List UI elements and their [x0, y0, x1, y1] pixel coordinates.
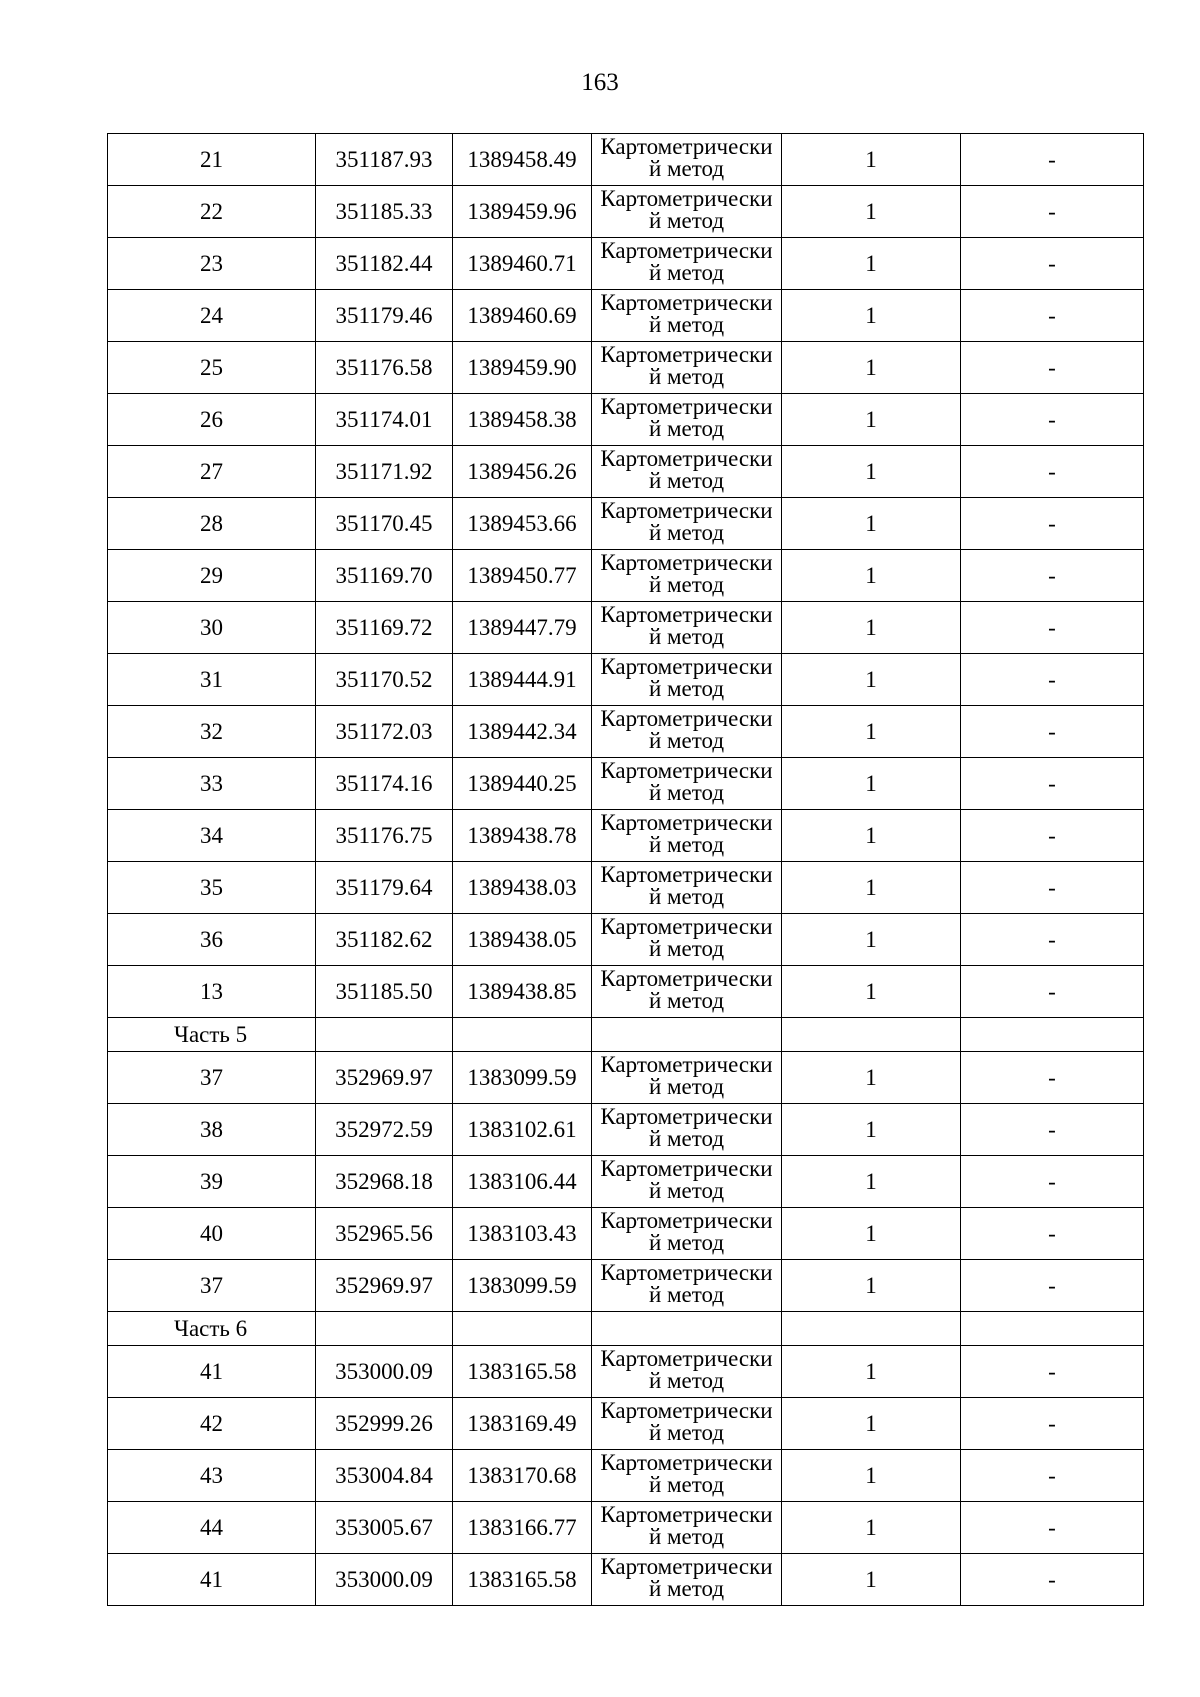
- table-row: [108, 290, 1144, 342]
- y-coordinate-cell: 1389459.90: [453, 342, 592, 394]
- method-cell: [592, 1554, 782, 1606]
- table-row: [108, 342, 1144, 394]
- section-header-row: [108, 1018, 1144, 1052]
- point-number-cell: 43: [108, 1450, 316, 1502]
- table-row: [108, 1260, 1144, 1312]
- point-number-cell: 23: [108, 238, 316, 290]
- method-text: [592, 448, 781, 495]
- section-label: Часть 5: [108, 1018, 316, 1052]
- x-coordinate-cell: 352969.97: [316, 1052, 453, 1104]
- method-cell: [592, 966, 782, 1018]
- empty-cell: [453, 1312, 592, 1346]
- table-row: [108, 914, 1144, 966]
- description-cell: -: [961, 1208, 1144, 1260]
- description-cell: -: [961, 394, 1144, 446]
- method-cell: [592, 446, 782, 498]
- x-coordinate-cell: 352969.97: [316, 1260, 453, 1312]
- method-line-1: Картометрически: [600, 1158, 773, 1181]
- accuracy-cell: 1: [782, 134, 961, 186]
- y-coordinate-cell: 1383102.61: [453, 1104, 592, 1156]
- point-number-cell: 39: [108, 1156, 316, 1208]
- method-text: [592, 552, 781, 599]
- method-line-1: Картометрически: [600, 656, 773, 679]
- x-coordinate-cell: 353004.84: [316, 1450, 453, 1502]
- description-cell: -: [961, 914, 1144, 966]
- table-row: [108, 238, 1144, 290]
- x-coordinate-cell: 353000.09: [316, 1554, 453, 1606]
- accuracy-cell: 1: [782, 966, 961, 1018]
- table-row: [108, 1554, 1144, 1606]
- table-row: [108, 810, 1144, 862]
- method-text: [592, 292, 781, 339]
- y-coordinate-cell: 1389450.77: [453, 550, 592, 602]
- method-cell: [592, 1398, 782, 1450]
- method-line-2: й метод: [648, 1472, 725, 1497]
- y-coordinate-cell: 1389460.69: [453, 290, 592, 342]
- method-text: [592, 188, 781, 235]
- method-line-1: Картометрически: [600, 448, 773, 471]
- method-text: [592, 916, 781, 963]
- method-line-1: Картометрически: [600, 292, 773, 315]
- method-cell: [592, 706, 782, 758]
- y-coordinate-cell: 1389458.49: [453, 134, 592, 186]
- table-row: [108, 654, 1144, 706]
- x-coordinate-cell: 352972.59: [316, 1104, 453, 1156]
- method-cell: [592, 1260, 782, 1312]
- point-number-cell: 26: [108, 394, 316, 446]
- accuracy-cell: 1: [782, 446, 961, 498]
- accuracy-cell: 1: [782, 1502, 961, 1554]
- x-coordinate-cell: 351185.50: [316, 966, 453, 1018]
- x-coordinate-cell: 351176.75: [316, 810, 453, 862]
- method-cell: [592, 498, 782, 550]
- method-cell: [592, 1156, 782, 1208]
- y-coordinate-cell: 1389447.79: [453, 602, 592, 654]
- method-cell: [592, 1052, 782, 1104]
- x-coordinate-cell: 351182.44: [316, 238, 453, 290]
- x-coordinate-cell: 353000.09: [316, 1346, 453, 1398]
- method-text: [592, 136, 781, 183]
- method-line-2: й метод: [648, 780, 725, 805]
- method-text: [592, 396, 781, 443]
- point-number-cell: 27: [108, 446, 316, 498]
- accuracy-cell: 1: [782, 1398, 961, 1450]
- table-row: [108, 1156, 1144, 1208]
- x-coordinate-cell: 351176.58: [316, 342, 453, 394]
- method-line-2: й метод: [648, 988, 725, 1013]
- method-line-2: й метод: [648, 1576, 725, 1601]
- method-line-1: Картометрически: [600, 396, 773, 419]
- point-number-cell: 40: [108, 1208, 316, 1260]
- empty-cell: [961, 1312, 1144, 1346]
- method-cell: [592, 862, 782, 914]
- point-number-cell: 37: [108, 1052, 316, 1104]
- method-cell: [592, 602, 782, 654]
- accuracy-cell: 1: [782, 1450, 961, 1502]
- y-coordinate-cell: 1389438.05: [453, 914, 592, 966]
- point-number-cell: 37: [108, 1260, 316, 1312]
- table-row: [108, 1502, 1144, 1554]
- method-cell: [592, 914, 782, 966]
- method-line-1: Картометрически: [600, 500, 773, 523]
- accuracy-cell: 1: [782, 342, 961, 394]
- accuracy-cell: 1: [782, 602, 961, 654]
- section-header-row: [108, 1312, 1144, 1346]
- method-cell: [592, 134, 782, 186]
- description-cell: -: [961, 290, 1144, 342]
- y-coordinate-cell: 1389458.38: [453, 394, 592, 446]
- method-line-1: Картометрически: [600, 1556, 773, 1579]
- y-coordinate-cell: 1389453.66: [453, 498, 592, 550]
- point-number-cell: 32: [108, 706, 316, 758]
- empty-cell: [961, 1018, 1144, 1052]
- description-cell: -: [961, 602, 1144, 654]
- method-line-1: Картометрически: [600, 1348, 773, 1371]
- coordinates-table: [107, 133, 1144, 1606]
- method-text: [592, 1556, 781, 1603]
- method-line-1: Картометрически: [600, 136, 773, 159]
- method-line-2: й метод: [648, 624, 725, 649]
- description-cell: -: [961, 238, 1144, 290]
- method-text: [592, 656, 781, 703]
- description-cell: -: [961, 654, 1144, 706]
- table-row: [108, 498, 1144, 550]
- method-text: [592, 1210, 781, 1257]
- method-cell: [592, 1208, 782, 1260]
- method-line-1: Картометрически: [600, 1400, 773, 1423]
- table-row: [108, 446, 1144, 498]
- description-cell: -: [961, 1346, 1144, 1398]
- accuracy-cell: 1: [782, 186, 961, 238]
- method-text: [592, 1504, 781, 1551]
- method-cell: [592, 1502, 782, 1554]
- x-coordinate-cell: 352999.26: [316, 1398, 453, 1450]
- method-line-2: й метод: [648, 468, 725, 493]
- method-line-1: Картометрически: [600, 240, 773, 263]
- method-text: [592, 1158, 781, 1205]
- method-cell: [592, 186, 782, 238]
- x-coordinate-cell: 351174.16: [316, 758, 453, 810]
- y-coordinate-cell: 1389438.03: [453, 862, 592, 914]
- accuracy-cell: 1: [782, 706, 961, 758]
- x-coordinate-cell: 351174.01: [316, 394, 453, 446]
- y-coordinate-cell: 1383099.59: [453, 1052, 592, 1104]
- table-row: [108, 966, 1144, 1018]
- accuracy-cell: 1: [782, 1156, 961, 1208]
- x-coordinate-cell: 353005.67: [316, 1502, 453, 1554]
- description-cell: -: [961, 1502, 1144, 1554]
- description-cell: -: [961, 706, 1144, 758]
- coordinates-table-body: [108, 134, 1144, 1606]
- method-cell: [592, 810, 782, 862]
- method-line-1: Картометрически: [600, 968, 773, 991]
- empty-cell: [782, 1018, 961, 1052]
- method-line-1: Картометрически: [600, 1210, 773, 1233]
- empty-cell: [316, 1018, 453, 1052]
- method-line-2: й метод: [648, 1230, 725, 1255]
- y-coordinate-cell: 1389438.85: [453, 966, 592, 1018]
- method-text: [592, 500, 781, 547]
- point-number-cell: 36: [108, 914, 316, 966]
- method-text: [592, 1106, 781, 1153]
- description-cell: -: [961, 862, 1144, 914]
- method-line-2: й метод: [648, 364, 725, 389]
- point-number-cell: 35: [108, 862, 316, 914]
- method-text: [592, 240, 781, 287]
- method-line-1: Картометрически: [600, 1504, 773, 1527]
- method-line-2: й метод: [648, 1368, 725, 1393]
- y-coordinate-cell: 1383169.49: [453, 1398, 592, 1450]
- method-text: [592, 1452, 781, 1499]
- y-coordinate-cell: 1383103.43: [453, 1208, 592, 1260]
- y-coordinate-cell: 1389444.91: [453, 654, 592, 706]
- description-cell: -: [961, 1260, 1144, 1312]
- method-line-2: й метод: [648, 1074, 725, 1099]
- method-line-2: й метод: [648, 312, 725, 337]
- method-text: [592, 812, 781, 859]
- y-coordinate-cell: 1383166.77: [453, 1502, 592, 1554]
- accuracy-cell: 1: [782, 654, 961, 706]
- point-number-cell: 25: [108, 342, 316, 394]
- method-line-2: й метод: [648, 1126, 725, 1151]
- method-cell: [592, 394, 782, 446]
- x-coordinate-cell: 351169.72: [316, 602, 453, 654]
- method-line-1: Картометрически: [600, 1452, 773, 1475]
- x-coordinate-cell: 351179.46: [316, 290, 453, 342]
- y-coordinate-cell: 1383099.59: [453, 1260, 592, 1312]
- method-text: [592, 760, 781, 807]
- table-row: [108, 394, 1144, 446]
- description-cell: -: [961, 1104, 1144, 1156]
- x-coordinate-cell: 351187.93: [316, 134, 453, 186]
- point-number-cell: 29: [108, 550, 316, 602]
- x-coordinate-cell: 351170.45: [316, 498, 453, 550]
- table-row: [108, 134, 1144, 186]
- accuracy-cell: 1: [782, 498, 961, 550]
- method-line-1: Картометрически: [600, 1262, 773, 1285]
- accuracy-cell: 1: [782, 1554, 961, 1606]
- method-line-2: й метод: [648, 1420, 725, 1445]
- description-cell: -: [961, 186, 1144, 238]
- method-cell: [592, 238, 782, 290]
- method-line-1: Картометрически: [600, 1106, 773, 1129]
- table-row: [108, 706, 1144, 758]
- empty-cell: [782, 1312, 961, 1346]
- method-text: [592, 1348, 781, 1395]
- y-coordinate-cell: 1389456.26: [453, 446, 592, 498]
- x-coordinate-cell: 351169.70: [316, 550, 453, 602]
- method-line-2: й метод: [648, 728, 725, 753]
- accuracy-cell: 1: [782, 550, 961, 602]
- empty-cell: [592, 1018, 782, 1052]
- x-coordinate-cell: 351170.52: [316, 654, 453, 706]
- point-number-cell: 13: [108, 966, 316, 1018]
- accuracy-cell: 1: [782, 758, 961, 810]
- page-number: 163: [581, 69, 619, 96]
- method-line-1: Картометрически: [600, 864, 773, 887]
- x-coordinate-cell: 351172.03: [316, 706, 453, 758]
- empty-cell: [453, 1018, 592, 1052]
- point-number-cell: 41: [108, 1346, 316, 1398]
- x-coordinate-cell: 352965.56: [316, 1208, 453, 1260]
- y-coordinate-cell: 1389459.96: [453, 186, 592, 238]
- method-line-2: й метод: [648, 572, 725, 597]
- description-cell: -: [961, 966, 1144, 1018]
- x-coordinate-cell: 351179.64: [316, 862, 453, 914]
- empty-cell: [316, 1312, 453, 1346]
- point-number-cell: 30: [108, 602, 316, 654]
- method-text: [592, 968, 781, 1015]
- point-number-cell: 21: [108, 134, 316, 186]
- x-coordinate-cell: 351185.33: [316, 186, 453, 238]
- method-cell: [592, 290, 782, 342]
- description-cell: -: [961, 810, 1144, 862]
- method-line-1: Картометрически: [600, 552, 773, 575]
- point-number-cell: 31: [108, 654, 316, 706]
- x-coordinate-cell: 352968.18: [316, 1156, 453, 1208]
- table-row: [108, 1398, 1144, 1450]
- point-number-cell: 44: [108, 1502, 316, 1554]
- y-coordinate-cell: 1389442.34: [453, 706, 592, 758]
- accuracy-cell: 1: [782, 1346, 961, 1398]
- accuracy-cell: 1: [782, 862, 961, 914]
- y-coordinate-cell: 1389438.78: [453, 810, 592, 862]
- y-coordinate-cell: 1389440.25: [453, 758, 592, 810]
- table-row: [108, 1450, 1144, 1502]
- method-line-2: й метод: [648, 260, 725, 285]
- method-cell: [592, 1104, 782, 1156]
- method-line-2: й метод: [648, 208, 725, 233]
- description-cell: -: [961, 1156, 1144, 1208]
- table-row: [108, 1208, 1144, 1260]
- method-line-2: й метод: [648, 676, 725, 701]
- method-line-2: й метод: [648, 1282, 725, 1307]
- section-label: Часть 6: [108, 1312, 316, 1346]
- description-cell: -: [961, 1554, 1144, 1606]
- accuracy-cell: 1: [782, 1260, 961, 1312]
- table-row: [108, 1346, 1144, 1398]
- method-cell: [592, 1346, 782, 1398]
- method-text: [592, 344, 781, 391]
- method-cell: [592, 758, 782, 810]
- point-number-cell: 33: [108, 758, 316, 810]
- point-number-cell: 28: [108, 498, 316, 550]
- method-line-1: Картометрически: [600, 708, 773, 731]
- method-cell: [592, 1450, 782, 1502]
- method-text: [592, 864, 781, 911]
- method-text: [592, 1262, 781, 1309]
- method-cell: [592, 654, 782, 706]
- point-number-cell: 22: [108, 186, 316, 238]
- method-line-1: Картометрически: [600, 916, 773, 939]
- method-line-1: Картометрически: [600, 812, 773, 835]
- method-line-2: й метод: [648, 416, 725, 441]
- accuracy-cell: 1: [782, 1104, 961, 1156]
- x-coordinate-cell: 351171.92: [316, 446, 453, 498]
- method-line-2: й метод: [648, 156, 725, 181]
- table-row: [108, 1104, 1144, 1156]
- description-cell: -: [961, 1398, 1144, 1450]
- y-coordinate-cell: 1389460.71: [453, 238, 592, 290]
- accuracy-cell: 1: [782, 1052, 961, 1104]
- method-text: [592, 708, 781, 755]
- description-cell: -: [961, 1052, 1144, 1104]
- method-line-2: й метод: [648, 1178, 725, 1203]
- method-cell: [592, 550, 782, 602]
- table-row: [108, 550, 1144, 602]
- table-row: [108, 602, 1144, 654]
- description-cell: -: [961, 498, 1144, 550]
- description-cell: -: [961, 134, 1144, 186]
- table-row: [108, 758, 1144, 810]
- accuracy-cell: 1: [782, 810, 961, 862]
- method-cell: [592, 342, 782, 394]
- accuracy-cell: 1: [782, 290, 961, 342]
- method-line-2: й метод: [648, 520, 725, 545]
- y-coordinate-cell: 1383170.68: [453, 1450, 592, 1502]
- y-coordinate-cell: 1383165.58: [453, 1554, 592, 1606]
- point-number-cell: 42: [108, 1398, 316, 1450]
- description-cell: -: [961, 446, 1144, 498]
- description-cell: -: [961, 342, 1144, 394]
- method-line-1: Картометрически: [600, 604, 773, 627]
- x-coordinate-cell: 351182.62: [316, 914, 453, 966]
- point-number-cell: 24: [108, 290, 316, 342]
- method-line-1: Картометрически: [600, 1054, 773, 1077]
- method-line-1: Картометрически: [600, 188, 773, 211]
- method-line-1: Картометрически: [600, 760, 773, 783]
- table-row: [108, 186, 1144, 238]
- accuracy-cell: 1: [782, 914, 961, 966]
- description-cell: -: [961, 758, 1144, 810]
- method-line-1: Картометрически: [600, 344, 773, 367]
- point-number-cell: 34: [108, 810, 316, 862]
- accuracy-cell: 1: [782, 1208, 961, 1260]
- method-text: [592, 1400, 781, 1447]
- y-coordinate-cell: 1383106.44: [453, 1156, 592, 1208]
- empty-cell: [592, 1312, 782, 1346]
- point-number-cell: 41: [108, 1554, 316, 1606]
- table-row: [108, 862, 1144, 914]
- description-cell: -: [961, 550, 1144, 602]
- method-line-2: й метод: [648, 1524, 725, 1549]
- method-line-2: й метод: [648, 832, 725, 857]
- method-text: [592, 1054, 781, 1101]
- method-line-2: й метод: [648, 884, 725, 909]
- method-text: [592, 604, 781, 651]
- table-row: [108, 1052, 1144, 1104]
- y-coordinate-cell: 1383165.58: [453, 1346, 592, 1398]
- method-line-2: й метод: [648, 936, 725, 961]
- accuracy-cell: 1: [782, 238, 961, 290]
- description-cell: -: [961, 1450, 1144, 1502]
- accuracy-cell: 1: [782, 394, 961, 446]
- point-number-cell: 38: [108, 1104, 316, 1156]
